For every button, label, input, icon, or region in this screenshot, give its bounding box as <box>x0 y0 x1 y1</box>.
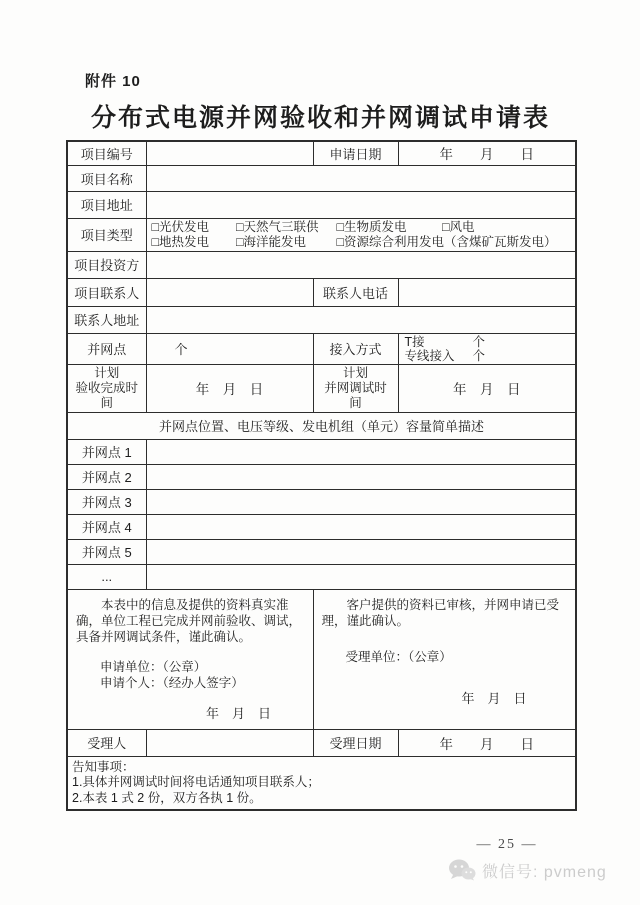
page-title: 分布式电源并网验收和并网调试申请表 <box>90 104 550 132</box>
project-type-options-line1 <box>152 220 571 235</box>
application-form-table <box>66 140 577 811</box>
table-row <box>67 539 576 564</box>
acceptance-date-value-cell: 年 月 日 <box>398 729 576 756</box>
checkbox-option-biomass: □生物质发电 <box>336 219 407 234</box>
table-row <box>67 514 576 539</box>
table-row <box>67 278 576 306</box>
plan-acceptance-label <box>67 364 146 412</box>
checkbox-option-geothermal: □地热发电 <box>151 234 210 249</box>
contact-address-label: 联系人地址 <box>67 306 146 333</box>
project-number-value-cell <box>146 141 313 165</box>
applicant-declaration-text: 本表中的信息及提供的资料真实准确，单位工程已完成并网前验收、调试，具备并网调试条件，谨此确认。 <box>76 597 302 644</box>
project-type-options-line2 <box>152 235 571 250</box>
plan-acceptance-date-cell: 年 月 日 <box>146 364 313 412</box>
grid-point-2-label: 并网点 2 <box>67 464 146 489</box>
table-row <box>67 165 576 191</box>
grid-point-label: 并网点 <box>67 333 146 364</box>
plan-commissioning-date-cell: 年 月 日 <box>398 364 576 412</box>
grid-point-1-label: 并网点 1 <box>67 439 146 464</box>
table-row <box>67 218 576 251</box>
table-row <box>67 364 576 412</box>
contact-phone-label: 联系人电话 <box>313 278 398 306</box>
table-row <box>67 141 576 165</box>
acceptance-declaration-cell <box>313 589 576 729</box>
acceptor-value-cell <box>146 729 313 756</box>
page-number: — 25 — <box>476 837 538 852</box>
project-type-options-cell <box>146 218 576 251</box>
apply-date-value-cell: 年 月 日 <box>398 141 576 165</box>
plan-commissioning-label-line2: 并网调试时间 <box>324 380 387 410</box>
table-row <box>67 306 576 333</box>
project-address-value-cell <box>146 191 576 218</box>
checkbox-option-ocean: □海洋能发电 <box>235 234 307 249</box>
investor-label: 项目投资方 <box>67 251 146 278</box>
project-type-label: 项目类型 <box>67 218 146 251</box>
applicant-unit-line: 申请单位：（公章） <box>100 659 207 674</box>
notes-title: 告知事项： <box>72 759 135 774</box>
table-row <box>67 489 576 514</box>
plan-acceptance-label-line1: 计划 <box>94 365 120 380</box>
grid-point-count-cell: 个 <box>146 333 313 364</box>
watermark <box>448 858 607 882</box>
access-mode-t-line <box>405 335 571 349</box>
notes-item-1: 1.具体并网调试时间将电话通知项目联系人； <box>72 775 320 789</box>
access-mode-t-label: T接 <box>404 334 425 349</box>
contact-phone-value-cell <box>398 278 576 306</box>
acceptance-date-line: 年 月 日 <box>461 690 527 706</box>
applicant-date-line: 年 月 日 <box>206 705 272 721</box>
notes-item-2: 2.本表 1 式 2 份，双方各执 1 份。 <box>72 790 262 805</box>
checkbox-option-gas: □天然气三联供 <box>235 219 319 234</box>
applicant-person-line: 申请个人：（经办人签字） <box>100 675 244 690</box>
access-mode-dedicated-unit: 个 <box>472 348 486 363</box>
grid-points-description-header: 并网点位置、电压等级、发电机组（单元）容量简单描述 <box>67 412 576 439</box>
watermark-text: 微信号: pvmeng <box>482 863 607 881</box>
plan-acceptance-label-line2: 验收完成时间 <box>75 380 138 410</box>
checkbox-option-wind: □风电 <box>441 219 475 234</box>
access-mode-dedicated-label: 专线接入 <box>404 348 455 363</box>
table-row <box>67 464 576 489</box>
table-row <box>67 564 576 589</box>
acceptance-declaration-text: 客户提供的资料已审核，并网申请已受理，谨此确认。 <box>321 597 560 628</box>
grid-point-4-value-cell <box>146 514 576 539</box>
acceptance-unit-line: 受理单位：（公章） <box>345 649 452 664</box>
table-row <box>67 729 576 756</box>
notes-cell <box>67 756 576 810</box>
table-row <box>67 333 576 364</box>
investor-value-cell <box>146 251 576 278</box>
wechat-icon <box>448 858 476 882</box>
checkbox-option-pv: □光伏发电 <box>151 219 210 234</box>
project-name-label: 项目名称 <box>67 165 146 191</box>
acceptor-label: 受理人 <box>67 729 146 756</box>
project-number-label: 项目编号 <box>67 141 146 165</box>
plan-commissioning-label-line1: 计划 <box>342 365 368 380</box>
project-name-value-cell <box>146 165 576 191</box>
apply-date-label: 申请日期 <box>313 141 398 165</box>
acceptance-date-label: 受理日期 <box>313 729 398 756</box>
grid-point-2-value-cell <box>146 464 576 489</box>
table-row <box>67 191 576 218</box>
contact-value-cell <box>146 278 313 306</box>
table-row <box>67 412 576 439</box>
access-mode-dedicated-line <box>405 349 571 363</box>
grid-point-more-label: ... <box>67 564 146 589</box>
grid-point-more-value-cell <box>146 564 576 589</box>
grid-point-3-value-cell <box>146 489 576 514</box>
grid-point-5-value-cell <box>146 539 576 564</box>
project-address-label: 项目地址 <box>67 191 146 218</box>
table-row <box>67 251 576 278</box>
attachment-label: 附件 10 <box>85 73 141 90</box>
table-row <box>67 589 576 729</box>
checkbox-option-resource: □资源综合利用发电（含煤矿瓦斯发电） <box>336 234 557 249</box>
table-row <box>67 756 576 810</box>
grid-point-4-label: 并网点 4 <box>67 514 146 539</box>
grid-point-1-value-cell <box>146 439 576 464</box>
grid-point-5-label: 并网点 5 <box>67 539 146 564</box>
access-mode-label: 接入方式 <box>313 333 398 364</box>
table-row <box>67 439 576 464</box>
grid-point-3-label: 并网点 3 <box>67 489 146 514</box>
access-mode-value-cell <box>398 333 576 364</box>
access-mode-t-unit: 个 <box>472 334 486 349</box>
applicant-declaration-cell <box>67 589 313 729</box>
contact-address-value-cell <box>146 306 576 333</box>
contact-label: 项目联系人 <box>67 278 146 306</box>
plan-commissioning-label <box>313 364 398 412</box>
